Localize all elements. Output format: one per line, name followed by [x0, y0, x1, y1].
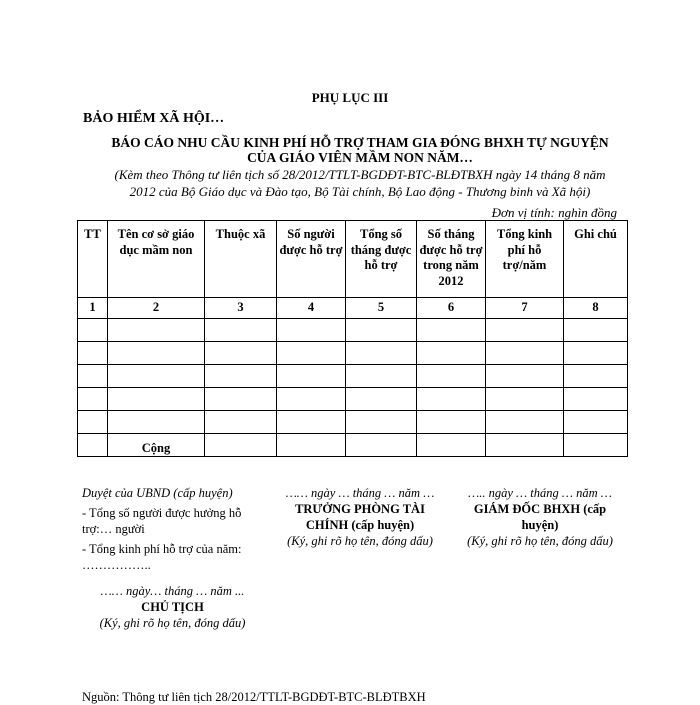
- subtitle-line1: (Kèm theo Thông tư liên tịch số 28/2012/TTLT-BGDĐT-BTC-BLĐTBXH ngày 14 tháng 8 năm: [114, 167, 606, 182]
- report-subtitle: [70, 166, 650, 200]
- finance-note: (Ký, ghi rõ họ tên, đóng dấu): [287, 534, 433, 548]
- chairman-date: …… ngày… tháng … năm ...: [100, 584, 245, 598]
- table-header-row: [78, 221, 628, 298]
- agency-name: BẢO HIỂM XÃ HỘI…: [83, 111, 225, 126]
- column-number: 7: [486, 298, 564, 319]
- total-row: [78, 434, 628, 457]
- report-table: [77, 220, 628, 457]
- bhxh-director-signature: [450, 485, 630, 549]
- director-title: GIÁM ĐỐC BHXH (cấp huyện): [473, 502, 607, 532]
- appendix-label: PHỤ LỤC III: [311, 90, 389, 105]
- chairman-note: (Ký, ghi rõ họ tên, đóng dấu): [99, 616, 246, 630]
- table-row: [78, 388, 628, 411]
- column-number: 3: [205, 298, 277, 319]
- finance-date: …… ngày … tháng … năm …: [285, 486, 435, 500]
- header-cell-total-funding: Tổng kinh phí hỗ trợ/năm: [486, 221, 564, 298]
- approval-people-line: - Tổng số người được hưởng hỗ trợ:… người: [82, 506, 242, 536]
- header-cell-commune: Thuộc xã: [205, 221, 277, 298]
- director-note: (Ký, ghi rõ họ tên, đóng dấu): [467, 534, 613, 548]
- director-date: ….. ngày … tháng … năm …: [468, 486, 612, 500]
- table-row: [78, 342, 628, 365]
- column-number: 1: [78, 298, 108, 319]
- subtitle-line2: 2012 của Bộ Giáo dục và Đào tạo, Bộ Tài chính, Bộ Lao động - Thương binh và Xã hội): [129, 184, 591, 199]
- header-cell-tt: TT: [78, 221, 108, 298]
- column-number: 4: [277, 298, 346, 319]
- column-number-row: [78, 298, 628, 319]
- finance-head-signature: [270, 485, 450, 549]
- footer-source-note: Nguồn: Thông tư liên tịch 28/2012/TTLT-BGDĐT-BTC-BLĐTBXH: [82, 690, 426, 704]
- unit-label: Đơn vị tính: nghìn đồng: [491, 205, 617, 220]
- table-row: [78, 365, 628, 388]
- chairman-title: CHỦ TỊCH: [141, 600, 204, 614]
- header-cell-total-months: Tổng số tháng được hỗ trợ: [346, 221, 417, 298]
- finance-title: TRƯỞNG PHÒNG TÀI CHÍNH (cấp huyện): [295, 502, 425, 532]
- approval-title: Duyệt của UBND (cấp huyện): [82, 486, 233, 500]
- approval-block: [82, 485, 262, 573]
- header-cell-months-2012: Số tháng được hỗ trợ trong năm 2012: [417, 221, 486, 298]
- column-number: 5: [346, 298, 417, 319]
- header-cell-school: Tên cơ sở giáo dục mầm non: [108, 221, 205, 298]
- header-cell-people: Số người được hỗ trợ: [277, 221, 346, 298]
- table-row: [78, 319, 628, 342]
- column-number: 8: [564, 298, 628, 319]
- column-number: 6: [417, 298, 486, 319]
- report-title: [80, 135, 640, 165]
- table-row: [78, 411, 628, 434]
- column-number: 2: [108, 298, 205, 319]
- chairman-signature: [70, 583, 275, 631]
- report-title-line1: BÁO CÁO NHU CẦU KINH PHÍ HỖ TRỢ THAM GIA ĐÓNG BHXH TỰ NGUYỆN: [111, 135, 609, 150]
- approval-funding-line: - Tổng kinh phí hỗ trợ của năm: ……………..: [82, 542, 242, 572]
- header-cell-notes: Ghi chú: [564, 221, 628, 298]
- report-title-line2: CỦA GIÁO VIÊN MẦM NON NĂM…: [247, 150, 473, 165]
- total-label: Cộng: [108, 434, 205, 457]
